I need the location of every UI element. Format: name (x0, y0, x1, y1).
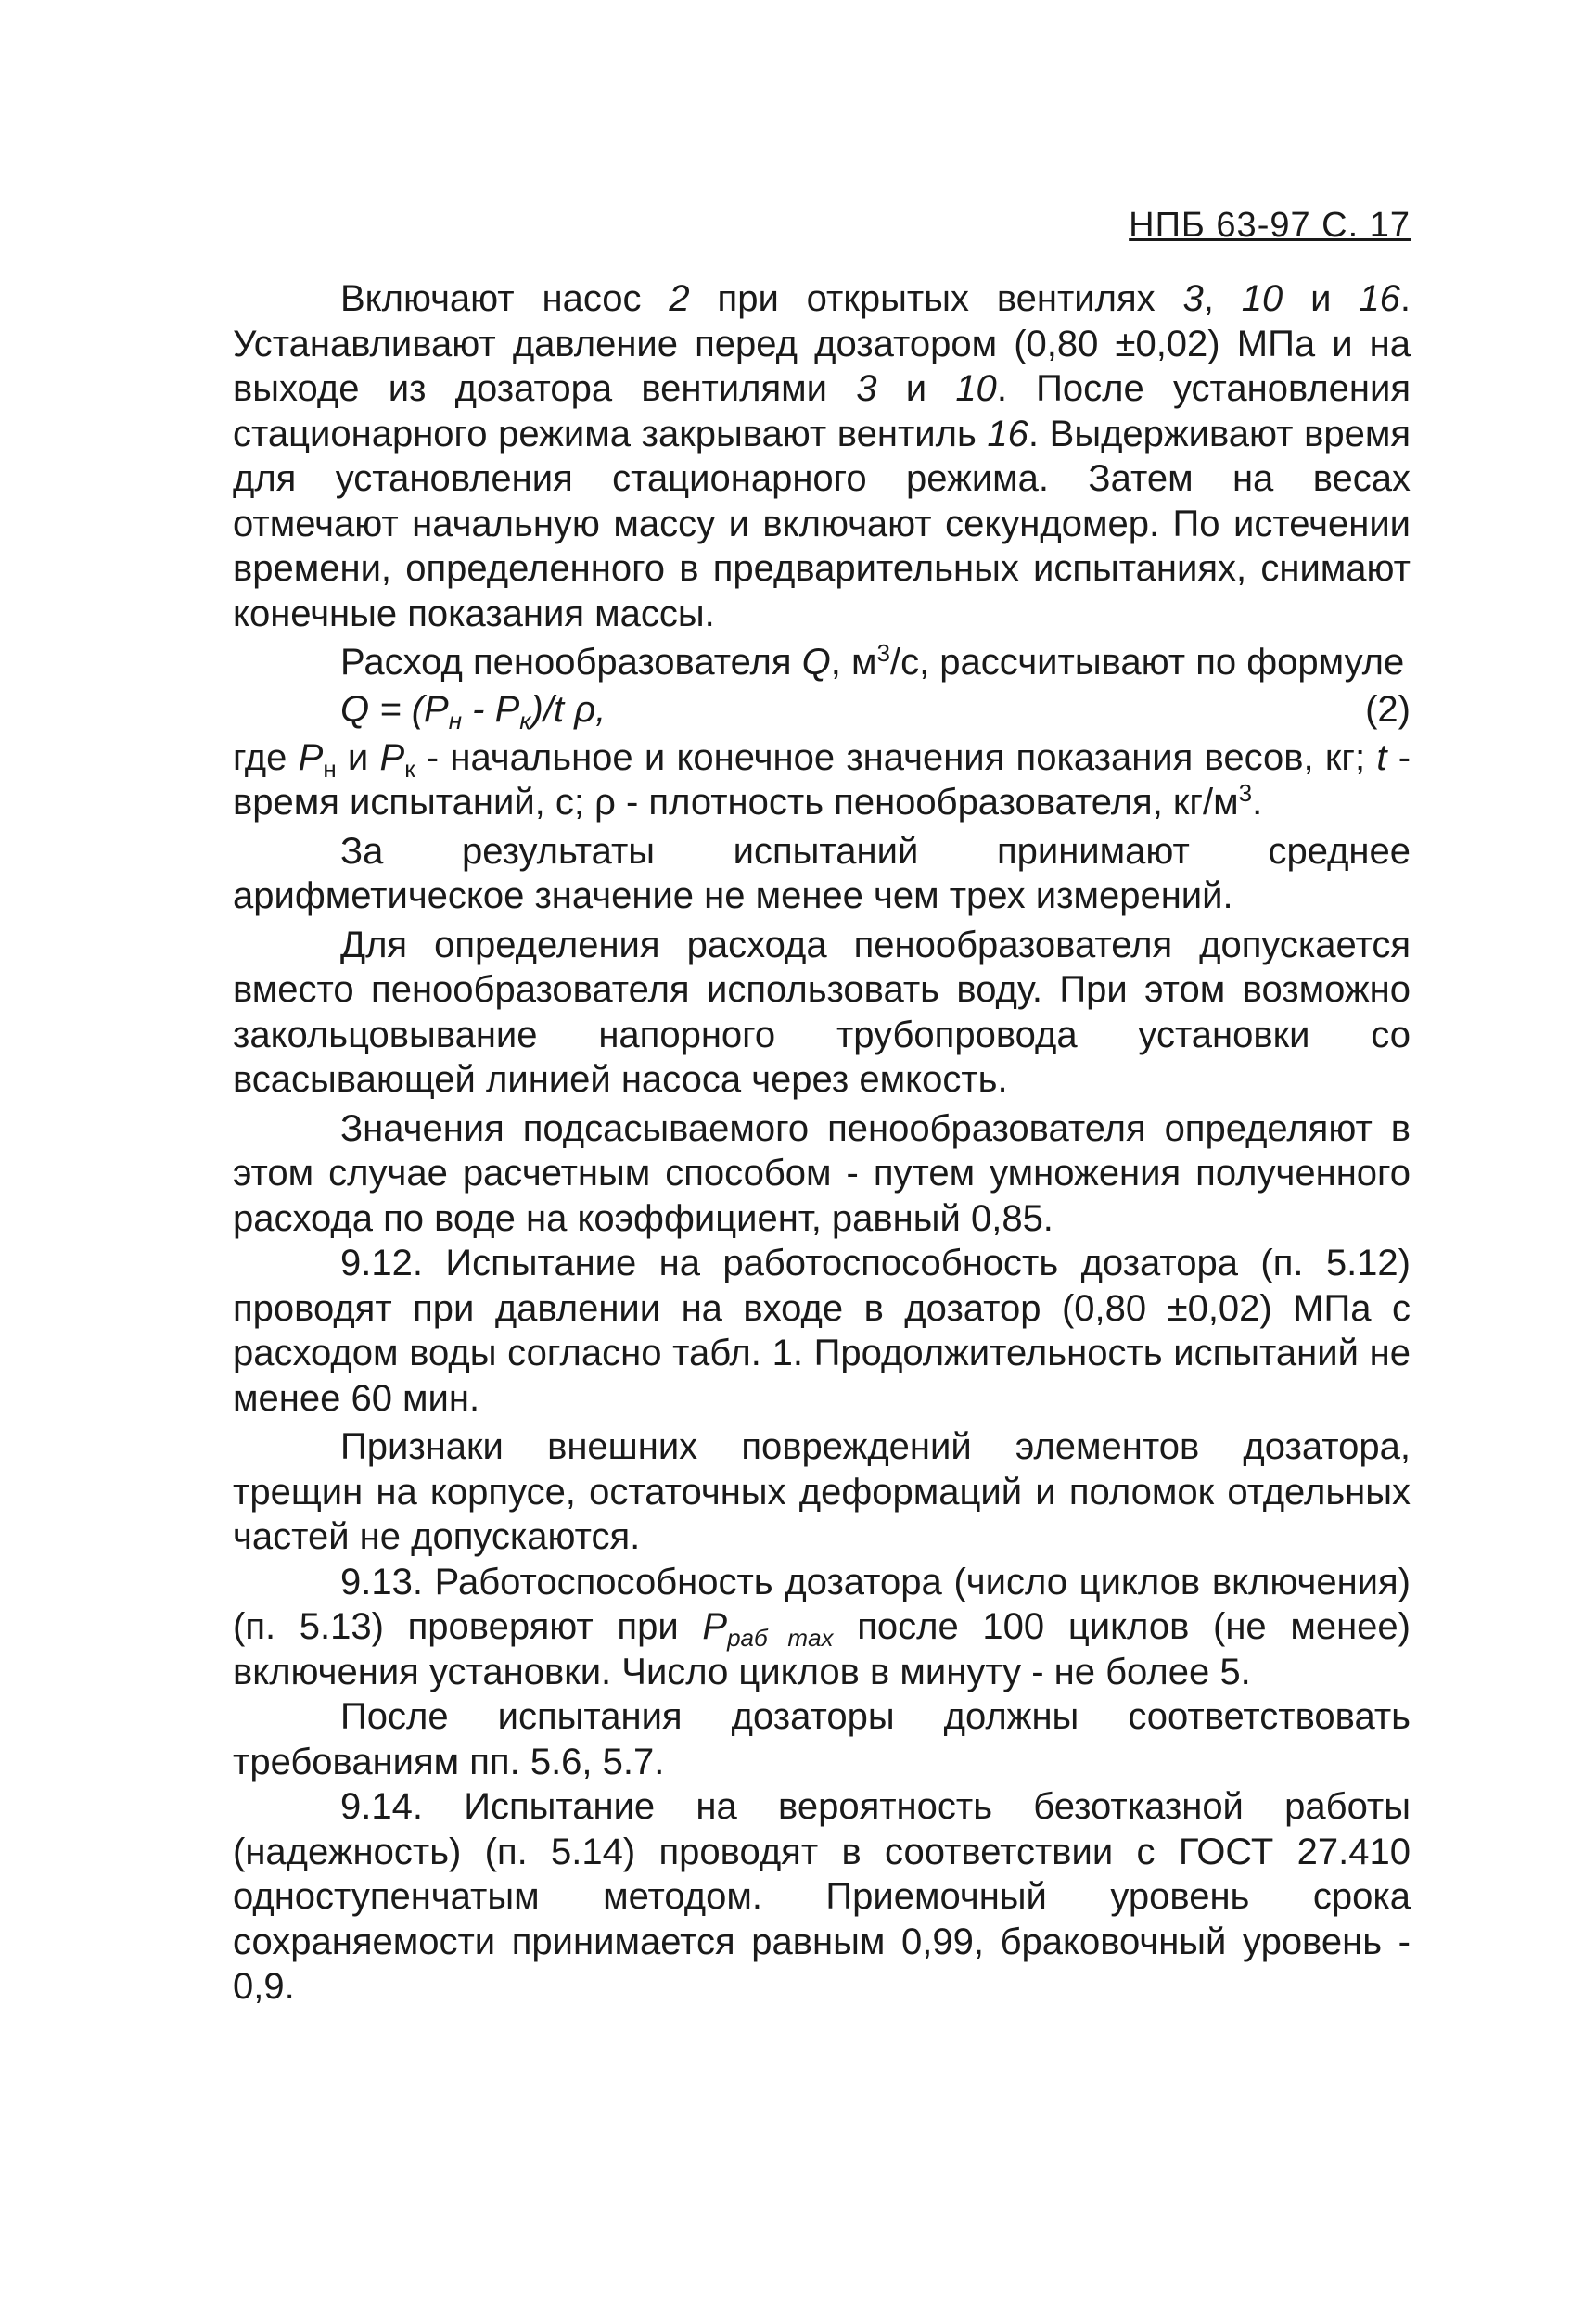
paragraph-9-14: 9.14. Испытание на вероятность безотказной работы (надежность) (п. 5.14) проводят в соответствии с ГОСТ 27.410 одноступенчатым методом. Приемочный уровень срока сохраняемости принимается равным 0,99, браковочный уровень - 0,9. (233, 1786, 1411, 2007)
formula-flow-rate (233, 687, 1411, 735)
document-body (233, 276, 1411, 2010)
paragraph-damage-signs: Признаки внешних повреждений элементов дозатора, трещин на корпусе, остаточных деформаций и поломок отдельных частей не допускаются. (233, 1426, 1411, 1557)
paragraph-results: За результаты испытаний принимают среднее арифметическое значение не менее чем трех измерений. (233, 830, 1411, 916)
paragraph-formula-legend: где $P_н$ и $P_к$ - начальное и конечное значения показания весов, кг; t - время испытаний, с; ρ - плотность пенообразователя, $кг/м^3$. (233, 736, 1411, 823)
paragraph-9-13: 9.13. Работоспособность дозатора (число циклов включения) (п. 5.13) проверяют при $P_{раб max}$ после 100 циклов (не менее) включения установки. Число циклов в минуту - не более 5. (233, 1561, 1411, 1692)
paragraph-pump-procedure: Включают насос 2 при открытых вентилях 3, 10 и 16. Устанавливают давление перед дозатором (0,80 ±0,02) МПа и на выходе из дозатора вентилями 3 и 10. После установления стационарного режима закрывают вентиль 16. Выдерживают время для установления стационарного режима. Затем на весах отмечают начальную массу и включают секундомер. По истечении времени, определенного в предварительных испытаниях, снимают конечные показания массы. (233, 278, 1411, 634)
formula-expression: $Q = (P_н - P_к)/t$ ρ, (340, 688, 606, 734)
paragraph-9-12: 9.12. Испытание на работоспособность дозатора (п. 5.12) проводят при давлении на входе в дозатор (0,80 ±0,02) МПа с расходом воды согласно табл. 1. Продолжительность испытаний не менее 60 мин. (233, 1243, 1411, 1419)
paragraph-after-test: После испытания дозаторы должны соответствовать требованиям пп. 5.6, 5.7. (233, 1696, 1411, 1782)
paragraph-water-substitute: Для определения расхода пенообразователя допускается вместо пенообразователя использовать воду. При этом возможно закольцовывание напорного трубопровода установки со всасывающей линией насоса через емкость. (233, 924, 1411, 1100)
paragraph-coefficient: Значения подсасываемого пенообразователя определяют в этом случае расчетным способом - путем умножения полученного расхода по воде на коэффициент, равный 0,85. (233, 1107, 1411, 1239)
page-header: НПБ 63-97 С. 17 (1129, 206, 1411, 245)
formula-number: (2) (1365, 688, 1411, 730)
paragraph-flow-formula-intro: Расход пенообразователя Q, $м^3/с$, рассчитывают по формуле (340, 639, 1405, 683)
